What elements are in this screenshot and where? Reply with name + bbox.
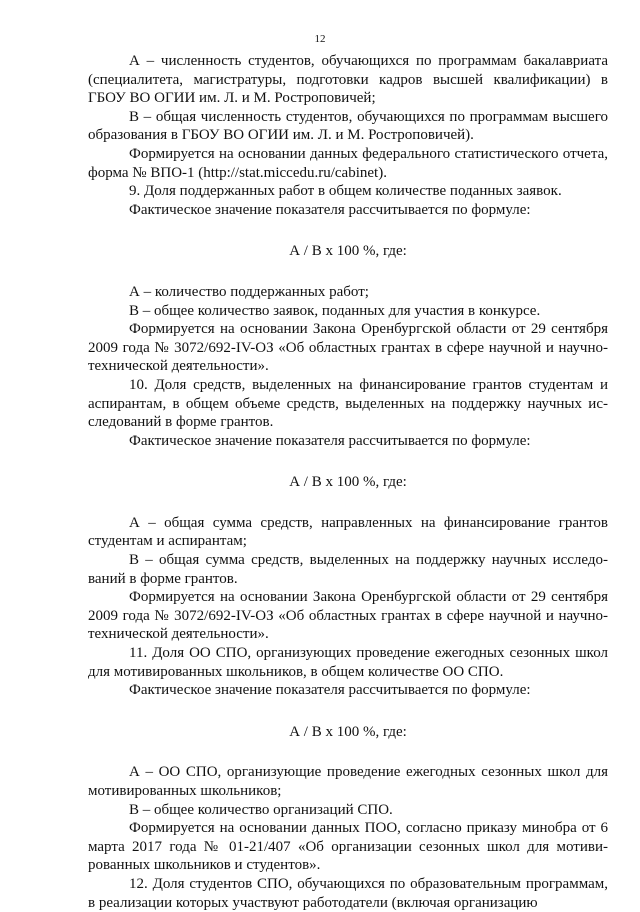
paragraph: Фактическое значение показателя рассчитывается по формуле: [129,432,531,449]
paragraph: В – общая численность студентов, обучающихся по программам высшего образования в ГБОУ ВО ОГИИ им. Л. и М. Ростроповичей). [88,108,608,144]
paragraph: Формируется на основании данных ПОО, согласно приказу минобра от 6 марта 2017 года № 01-21/407 «Об организации сезонных школ для мотивированных школьников и студентов». [88,820,608,874]
paragraph: 10. Доля средств, выделенных на финансирование грантов студентам и аспирантам, в общем объеме средств, выделенных на поддержку научных исследований в форме грантов. [88,376,608,431]
formula: А / В х 100 %, где: [289,474,407,491]
formula: А / В х 100 %, где: [289,723,407,740]
paragraph: А – численность студентов, обучающихся по программам бакалавриата (специалитета, магистратуры, подготовки кадров высшей квалификации) в ГБОУ ВО ОГИИ им. Л. и М. Ростроповичей; [88,53,608,107]
paragraph: 12. Доля студентов СПО, обучающихся по образовательным программам, в реализации которых участвуют работодатели (включая организацию [88,875,608,911]
paragraph: В – общая сумма средств, выделенных на поддержку научных исследований в форме грантов. [88,552,608,587]
paragraph: А – количество поддержанных работ; [129,283,369,300]
paragraph: В – общее количество организаций СПО. [129,801,393,818]
paragraph: Фактическое значение показателя рассчитывается по формуле: [129,682,531,699]
paragraph: В – общее количество заявок, поданных для участия в конкурсе. [129,302,541,319]
paragraph: Формируется на основании Закона Оренбургской области от 29 сентября 2009 года № 3072/692-IV-ОЗ «Об областных грантах в сфере научной и научно-технической деятельности». [88,589,608,643]
page-number: 12 [314,33,326,45]
formula: А / В х 100 %, где: [289,243,407,260]
paragraph: А – общая сумма средств, направленных на финансирование грантов студентам и аспирантам; [88,514,608,550]
paragraph: Формируется на основании Закона Оренбургской области от 29 сентября 2009 года № 3072/692-IV-ОЗ «Об областных грантах в сфере научной и научно-технической деятельности». [88,321,608,375]
paragraph: 11. Доля ОО СПО, организующих проведение ежегодных сезонных школ для мотивированных школьников, в общем количестве ОО СПО. [88,645,608,680]
document-body [88,52,608,912]
paragraph: А – ОО СПО, организующие проведение ежегодных сезонных школ для мотивированных школьников; [88,764,608,799]
paragraph: Формируется на основании данных федерального статистического отчета, форма № ВПО-1 (http://stat.miccedu.ru/cabinet). [88,145,608,181]
paragraph: 9. Доля поддержанных работ в общем количестве поданных заявок. [129,183,562,200]
paragraph: Фактическое значение показателя рассчитывается по формуле: [129,201,531,218]
